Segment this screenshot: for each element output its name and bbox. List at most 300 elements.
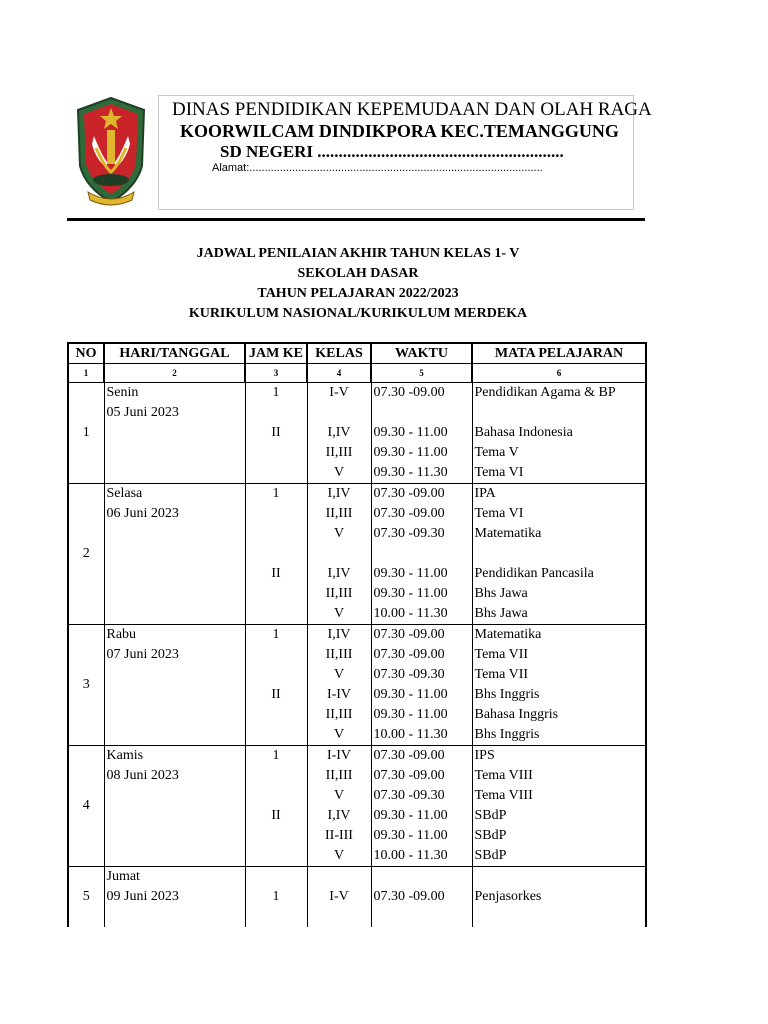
time-cell <box>371 403 472 423</box>
column-number-row <box>68 364 646 383</box>
time-cell-text: 07.30 -09.00 <box>373 768 445 783</box>
time-cell <box>371 504 472 524</box>
class-cell <box>307 685 371 705</box>
period-cell <box>245 725 307 746</box>
time-cell-text: 07.30 -09.00 <box>373 748 445 763</box>
column-number: 2 <box>104 364 245 383</box>
time-cell <box>371 604 472 625</box>
table-row <box>68 463 646 484</box>
subject-cell <box>472 887 646 907</box>
class-cell-text: I-V <box>329 385 349 400</box>
day-date-cell <box>104 403 245 423</box>
period-cell-text <box>246 846 307 866</box>
column-header-period: JAM KE <box>245 343 307 364</box>
subject-cell <box>472 544 646 564</box>
time-cell-text: 07.30 -09.00 <box>373 647 445 662</box>
period-cell <box>245 746 307 767</box>
day-date-cell-text <box>107 685 245 705</box>
subject-cell <box>472 584 646 604</box>
subject-cell-text <box>475 867 646 887</box>
column-header-no: NO <box>68 343 104 364</box>
period-cell-text <box>246 584 307 604</box>
period-cell <box>245 665 307 685</box>
period-cell-text: II <box>271 425 281 440</box>
subject-cell-text: IPA <box>474 486 496 501</box>
class-cell <box>307 846 371 867</box>
subject-cell-text: Matematika <box>474 627 542 642</box>
period-cell <box>245 685 307 705</box>
day-date-cell-text <box>107 524 245 544</box>
period-cell <box>245 604 307 625</box>
time-cell <box>371 584 472 604</box>
class-cell-text: II,III <box>325 586 353 601</box>
table-row <box>68 604 646 625</box>
table-row <box>68 484 646 505</box>
class-cell <box>307 746 371 767</box>
subject-cell <box>472 685 646 705</box>
day-date-cell-text: Jumat <box>106 869 140 884</box>
period-cell <box>245 383 307 404</box>
day-date-cell <box>104 443 245 463</box>
subject-cell-text: Bhs Inggris <box>474 727 540 742</box>
time-cell <box>371 544 472 564</box>
time-cell-text: 09.30 - 11.00 <box>373 707 448 722</box>
table-row <box>68 826 646 846</box>
time-cell-text: 07.30 -09.00 <box>373 627 445 642</box>
table-row <box>68 867 646 888</box>
class-cell-text: I,IV <box>327 808 351 823</box>
day-date-cell <box>104 524 245 544</box>
subject-cell-text: Tema VII <box>474 647 529 662</box>
day-date-cell <box>104 867 245 888</box>
day-date-cell-text: 09 Juni 2023 <box>106 889 179 904</box>
class-cell-text: I-IV <box>326 748 352 763</box>
period-cell <box>245 826 307 846</box>
day-date-cell <box>104 383 245 404</box>
time-cell <box>371 806 472 826</box>
class-cell <box>307 665 371 685</box>
time-cell-text: 07.30 -09.30 <box>373 667 445 682</box>
period-cell-text: 1 <box>272 627 280 642</box>
row-number: 1 <box>68 383 104 484</box>
class-cell-text: I,IV <box>327 566 351 581</box>
title-line: KURIKULUM NASIONAL/KURIKULUM MERDEKA <box>188 306 528 321</box>
period-cell-text <box>246 403 307 423</box>
time-cell-text: 09.30 - 11.00 <box>373 586 448 601</box>
day-date-cell <box>104 584 245 604</box>
period-cell-text <box>246 725 307 745</box>
table-row <box>68 806 646 826</box>
time-cell <box>371 383 472 404</box>
regency-emblem-icon <box>74 96 148 208</box>
letterhead-divider <box>67 218 645 221</box>
day-date-cell <box>104 463 245 484</box>
subject-cell-text: SBdP <box>474 848 507 863</box>
day-date-cell <box>104 544 245 564</box>
subject-cell <box>472 604 646 625</box>
day-date-cell-text <box>107 846 245 866</box>
day-date-cell <box>104 685 245 705</box>
subject-cell <box>472 564 646 584</box>
time-cell <box>371 645 472 665</box>
period-cell-text: II <box>271 566 281 581</box>
class-cell <box>307 504 371 524</box>
time-cell <box>371 484 472 505</box>
time-cell-text: 09.30 - 11.00 <box>373 566 448 581</box>
period-cell-text: II <box>271 687 281 702</box>
table-header-row <box>68 343 646 364</box>
period-cell-text <box>246 867 307 887</box>
time-cell-text <box>374 867 472 887</box>
time-cell <box>371 625 472 646</box>
period-cell <box>245 423 307 443</box>
subject-cell <box>472 383 646 404</box>
time-cell-text <box>374 544 472 564</box>
period-cell <box>245 544 307 564</box>
time-cell-text: 07.30 -09.30 <box>373 526 445 541</box>
subject-cell-text: Bahasa Indonesia <box>474 425 573 440</box>
time-cell <box>371 725 472 746</box>
period-cell-text <box>246 504 307 524</box>
class-cell-text: I,IV <box>327 486 351 501</box>
column-header-subject: MATA PELAJARAN <box>472 343 646 364</box>
day-date-cell-text <box>107 826 245 846</box>
day-date-cell-text: 06 Juni 2023 <box>106 506 179 521</box>
day-date-cell <box>104 826 245 846</box>
time-cell-text: 09.30 - 11.00 <box>373 828 448 843</box>
period-cell-text <box>246 604 307 624</box>
class-cell <box>307 423 371 443</box>
subject-cell-text <box>475 544 646 564</box>
subject-cell <box>472 725 646 746</box>
day-date-cell <box>104 766 245 786</box>
table-row <box>68 705 646 725</box>
class-cell <box>307 524 371 544</box>
class-cell-text: I-IV <box>326 687 352 702</box>
class-cell <box>307 826 371 846</box>
day-date-cell <box>104 484 245 505</box>
class-cell <box>307 705 371 725</box>
period-cell <box>245 584 307 604</box>
class-cell <box>307 786 371 806</box>
period-cell-text <box>246 645 307 665</box>
time-cell-text: 10.00 - 11.30 <box>373 848 448 863</box>
subject-cell-text: Bhs Jawa <box>474 586 528 601</box>
subject-cell-text: IPS <box>474 748 495 763</box>
class-cell <box>307 867 371 888</box>
time-cell-text: 07.30 -09.00 <box>373 486 445 501</box>
class-cell <box>307 443 371 463</box>
day-date-cell-text: 07 Juni 2023 <box>106 647 179 662</box>
time-cell <box>371 665 472 685</box>
day-date-cell <box>104 725 245 746</box>
period-cell <box>245 907 307 927</box>
subject-cell-text: Tema VI <box>474 465 524 480</box>
class-cell-text: V <box>333 727 345 742</box>
day-date-cell-text: Selasa <box>106 486 143 501</box>
time-cell <box>371 846 472 867</box>
time-cell <box>371 423 472 443</box>
time-cell-text: 09.30 - 11.00 <box>373 445 448 460</box>
day-date-cell-text <box>107 443 245 463</box>
row-number: 2 <box>68 484 104 625</box>
subject-cell <box>472 484 646 505</box>
subject-cell <box>472 907 646 927</box>
period-cell-text <box>246 524 307 544</box>
day-date-cell-text <box>107 806 245 826</box>
time-cell-text: 07.30 -09.00 <box>373 385 445 400</box>
subject-cell-text: Matematika <box>474 526 542 541</box>
period-cell <box>245 504 307 524</box>
day-date-cell <box>104 846 245 867</box>
day-date-cell-text <box>107 584 245 604</box>
period-cell <box>245 524 307 544</box>
class-cell <box>307 584 371 604</box>
class-cell-text: I,IV <box>327 425 351 440</box>
day-date-cell-text <box>107 725 245 745</box>
class-cell <box>307 887 371 907</box>
table-row <box>68 887 646 907</box>
table-row <box>68 846 646 867</box>
class-cell <box>307 604 371 625</box>
time-cell-text: 09.30 - 11.30 <box>373 465 448 480</box>
class-cell-text <box>308 867 371 887</box>
column-header-day-date: HARI/TANGGAL <box>104 343 245 364</box>
class-cell <box>307 725 371 746</box>
class-cell-text: V <box>333 465 345 480</box>
time-cell <box>371 685 472 705</box>
day-date-cell <box>104 504 245 524</box>
period-cell <box>245 484 307 505</box>
subject-cell <box>472 524 646 544</box>
day-date-cell-text <box>107 665 245 685</box>
period-cell <box>245 463 307 484</box>
subject-cell-text: Tema VIII <box>474 768 533 783</box>
day-date-cell <box>104 625 245 646</box>
period-cell-text <box>246 907 307 927</box>
time-cell-text: 07.30 -09.00 <box>373 889 445 904</box>
class-cell <box>307 463 371 484</box>
subject-cell <box>472 504 646 524</box>
subject-cell-text: Tema VII <box>474 667 529 682</box>
column-header-class: KELAS <box>307 343 371 364</box>
time-cell-text: 07.30 -09.00 <box>373 506 445 521</box>
day-date-cell-text: 08 Juni 2023 <box>106 768 179 783</box>
period-cell-text: II <box>271 808 281 823</box>
class-cell <box>307 907 371 927</box>
time-cell-text: 10.00 - 11.30 <box>373 606 448 621</box>
subject-cell-text: Pendidikan Agama & BP <box>474 385 616 400</box>
time-cell-text: 09.30 - 11.00 <box>373 687 448 702</box>
class-cell <box>307 766 371 786</box>
subject-cell-text: Bahasa Inggris <box>474 707 559 722</box>
row-number: 5 <box>68 867 104 928</box>
subject-cell <box>472 645 646 665</box>
period-cell-text: 1 <box>272 889 280 904</box>
period-cell-text: 1 <box>272 385 280 400</box>
class-cell <box>307 625 371 646</box>
subject-cell <box>472 786 646 806</box>
column-number: 1 <box>68 364 104 383</box>
document-title-block <box>80 244 636 324</box>
period-cell <box>245 766 307 786</box>
class-cell-text <box>308 907 371 927</box>
day-date-cell <box>104 907 245 927</box>
day-date-cell-text: Kamis <box>106 748 144 763</box>
period-cell <box>245 403 307 423</box>
column-header-time: WAKTU <box>371 343 472 364</box>
day-date-cell <box>104 645 245 665</box>
table-row <box>68 786 646 806</box>
period-cell <box>245 443 307 463</box>
time-cell <box>371 786 472 806</box>
letterhead-box <box>158 95 652 210</box>
subject-cell-text: Penjasorkes <box>474 889 542 904</box>
day-date-cell-text <box>107 463 245 483</box>
class-cell-text <box>308 544 371 564</box>
time-cell <box>371 826 472 846</box>
period-cell <box>245 705 307 725</box>
table-row <box>68 725 646 746</box>
subject-cell <box>472 463 646 484</box>
period-cell-text: 1 <box>272 486 280 501</box>
class-cell-text: II-III <box>325 828 353 843</box>
time-cell <box>371 463 472 484</box>
class-cell-text: I,IV <box>327 627 351 642</box>
subject-cell <box>472 826 646 846</box>
day-date-cell <box>104 604 245 625</box>
school-name: SD NEGERI .......................................................... <box>220 142 564 161</box>
subject-cell <box>472 665 646 685</box>
subject-cell <box>472 806 646 826</box>
day-date-cell-text <box>107 604 245 624</box>
subject-cell-text: Tema VI <box>474 506 524 521</box>
class-cell <box>307 806 371 826</box>
title-line: TAHUN PELAJARAN 2022/2023 <box>257 286 459 301</box>
column-number: 4 <box>307 364 371 383</box>
subject-cell-text: Tema VIII <box>474 788 533 803</box>
class-cell-text: V <box>333 606 345 621</box>
class-cell-text: II,III <box>325 506 353 521</box>
time-cell <box>371 907 472 927</box>
day-date-cell <box>104 564 245 584</box>
subject-cell <box>472 625 646 646</box>
subject-cell <box>472 705 646 725</box>
class-cell-text: II,III <box>325 445 353 460</box>
subject-cell-text: Bhs Jawa <box>474 606 528 621</box>
subject-cell <box>472 403 646 423</box>
title-line: JADWAL PENILAIAN AKHIR TAHUN KELAS 1- V <box>196 246 520 261</box>
time-cell-text: 07.30 -09.30 <box>373 788 445 803</box>
period-cell <box>245 564 307 584</box>
time-cell-text <box>374 907 472 927</box>
class-cell-text: II,III <box>325 768 353 783</box>
time-cell <box>371 443 472 463</box>
subject-cell-text <box>475 403 646 423</box>
table-row <box>68 544 646 564</box>
period-cell <box>245 867 307 888</box>
table-row <box>68 524 646 544</box>
class-cell <box>307 564 371 584</box>
class-cell <box>307 484 371 505</box>
table-row <box>68 564 646 584</box>
class-cell <box>307 383 371 404</box>
table-row <box>68 504 646 524</box>
table-row <box>68 907 646 927</box>
row-number: 4 <box>68 746 104 867</box>
table-row <box>68 746 646 767</box>
day-date-cell <box>104 887 245 907</box>
day-date-cell <box>104 665 245 685</box>
day-date-cell-text: Senin <box>106 385 139 400</box>
day-date-cell <box>104 705 245 725</box>
subject-cell <box>472 423 646 443</box>
table-row <box>68 665 646 685</box>
period-cell-text <box>246 443 307 463</box>
time-cell <box>371 705 472 725</box>
table-row <box>68 403 646 423</box>
day-date-cell-text <box>107 423 245 443</box>
table-row <box>68 625 646 646</box>
district-office-name: KOORWILCAM DINDIKPORA KEC.TEMANGGUNG <box>180 121 619 141</box>
class-cell-text: II,III <box>325 707 353 722</box>
period-cell <box>245 786 307 806</box>
column-number: 6 <box>472 364 646 383</box>
agency-name: DINAS PENDIDIKAN KEPEMUDAAN DAN OLAH RAGA <box>172 99 652 120</box>
subject-cell-text: Tema V <box>474 445 519 460</box>
school-address: Alamat:................................................................................................ <box>212 162 543 174</box>
time-cell-text: 10.00 - 11.30 <box>373 727 448 742</box>
period-cell <box>245 806 307 826</box>
period-cell <box>245 887 307 907</box>
time-cell-text <box>374 403 472 423</box>
class-cell-text <box>308 403 371 423</box>
period-cell-text <box>246 463 307 483</box>
subject-cell-text <box>475 907 646 927</box>
day-date-cell <box>104 786 245 806</box>
table-row <box>68 423 646 443</box>
day-date-cell-text <box>107 544 245 564</box>
exam-schedule-table <box>67 342 647 927</box>
time-cell-text: 09.30 - 11.00 <box>373 808 448 823</box>
day-date-cell-text: 05 Juni 2023 <box>106 405 179 420</box>
subject-cell <box>472 867 646 888</box>
period-cell-text <box>246 826 307 846</box>
time-cell <box>371 564 472 584</box>
time-cell <box>371 746 472 767</box>
day-date-cell <box>104 746 245 767</box>
class-cell <box>307 544 371 564</box>
period-cell-text: 1 <box>272 748 280 763</box>
day-date-cell <box>104 806 245 826</box>
period-cell-text <box>246 786 307 806</box>
subject-cell <box>472 443 646 463</box>
day-date-cell-text <box>107 786 245 806</box>
subject-cell-text: Pendidikan Pancasila <box>474 566 594 581</box>
subject-cell <box>472 846 646 867</box>
time-cell <box>371 524 472 544</box>
table-row <box>68 766 646 786</box>
subject-cell-text: SBdP <box>474 808 507 823</box>
table-row <box>68 584 646 604</box>
class-cell-text: V <box>333 526 345 541</box>
day-date-cell-text <box>107 705 245 725</box>
period-cell-text <box>246 665 307 685</box>
period-cell-text <box>246 705 307 725</box>
row-number: 3 <box>68 625 104 746</box>
day-date-cell-text: Rabu <box>106 627 137 642</box>
time-cell <box>371 766 472 786</box>
